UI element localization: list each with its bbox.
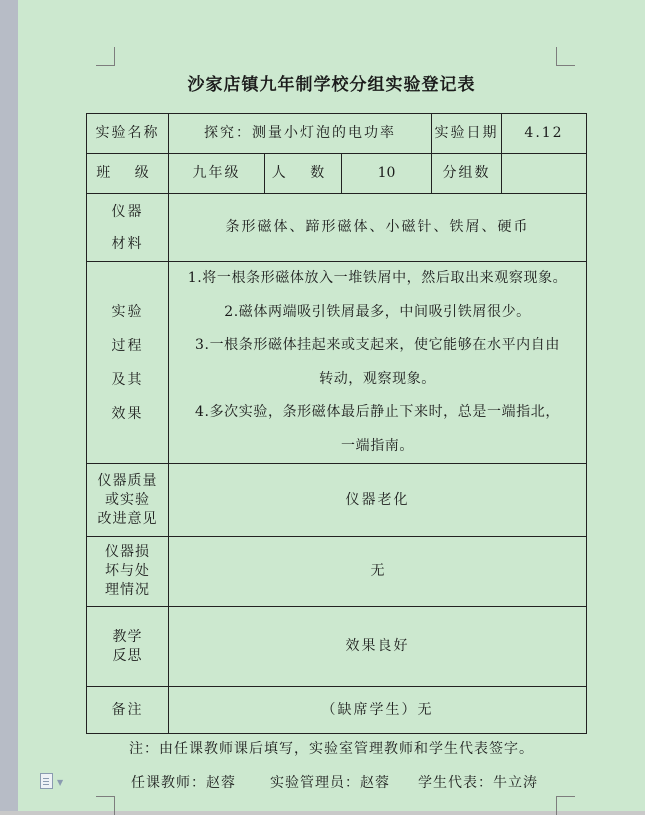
dropdown-caret-icon[interactable]: ▼ [57,778,64,787]
table-row [87,262,587,464]
teacher-name: 赵蓉 [206,775,236,791]
document-page [18,0,645,811]
student-rep-label: 学生代表： [418,775,493,791]
label-quality-feedback: 仪器质量 或实验 改进意见 [87,464,169,537]
table-row [87,607,587,687]
label-teaching-reflection: 教学 反思 [87,607,169,687]
teaching-reflection-cell[interactable]: 效果良好 [169,607,587,687]
table-row [87,687,587,734]
process-line: 转动，观察现象。 [319,370,436,387]
label-student-count: 人 数 [265,154,342,194]
damage-handling-cell[interactable]: 无 [169,537,587,607]
footnote: 注：由任课教师课后填写，实验室管理教师和学生代表签字。 [129,741,534,757]
student-count-cell[interactable]: 10 [342,154,432,194]
materials-cell[interactable]: 条形磁体、蹄形磁体、小磁针、铁屑、硬币 [169,194,587,262]
student-rep-name: 牛立涛 [493,775,538,791]
crop-mark-top-right [556,47,575,66]
table-row [87,537,587,607]
crop-mark-top-left [96,47,115,66]
lab-manager-name: 赵蓉 [360,775,390,791]
label-experiment-name: 实验名称 [87,114,169,154]
label-group-count: 分组数 [432,154,502,194]
crop-mark-bottom-left [96,796,115,815]
quality-feedback-cell[interactable]: 仪器老化 [169,464,587,537]
table-row [87,114,587,154]
label-materials: 仪器 材料 [87,194,169,262]
table-row [87,464,587,537]
lab-manager-label: 实验管理员： [270,775,360,791]
table-row [87,154,587,194]
process-line: 3.一根条形磁体挂起来或支起来，使它能够在水平内自由 [195,337,560,353]
experiment-date-cell[interactable]: 4.12 [502,114,587,154]
document-icon[interactable] [40,773,53,789]
label-remarks: 备注 [87,687,169,734]
process-line: 1.将一根条形磁体放入一堆铁屑中，然后取出来观察现象。 [187,270,568,286]
process-line: 一端指南。 [341,437,414,454]
remarks-cell[interactable]: （缺席学生）无 [169,687,587,734]
document-title: 沙家店镇九年制学校分组实验登记表 [187,75,476,95]
experiment-register-table [86,113,587,734]
group-count-cell[interactable] [502,154,587,194]
class-cell[interactable]: 九年级 [169,154,265,194]
label-experiment-date: 实验日期 [432,114,502,154]
process-cell[interactable] [169,262,587,464]
experiment-name-cell[interactable]: 探究：测量小灯泡的电功率 [169,114,432,154]
signature-line [131,772,538,792]
process-line: 4.多次实验，条形磁体最后静止下来时，总是一端指北， [195,404,560,420]
teacher-label: 任课教师： [131,775,206,791]
label-damage-handling: 仪器损 坏与处 理情况 [87,537,169,607]
crop-mark-bottom-right [556,796,575,815]
process-line: 2.磁体两端吸引铁屑最多，中间吸引铁屑很少。 [224,303,531,320]
label-process: 实验 过程 及其 效果 [87,262,169,464]
left-margin-strip [0,0,18,811]
table-row [87,194,587,262]
label-class: 班 级 [87,154,169,194]
